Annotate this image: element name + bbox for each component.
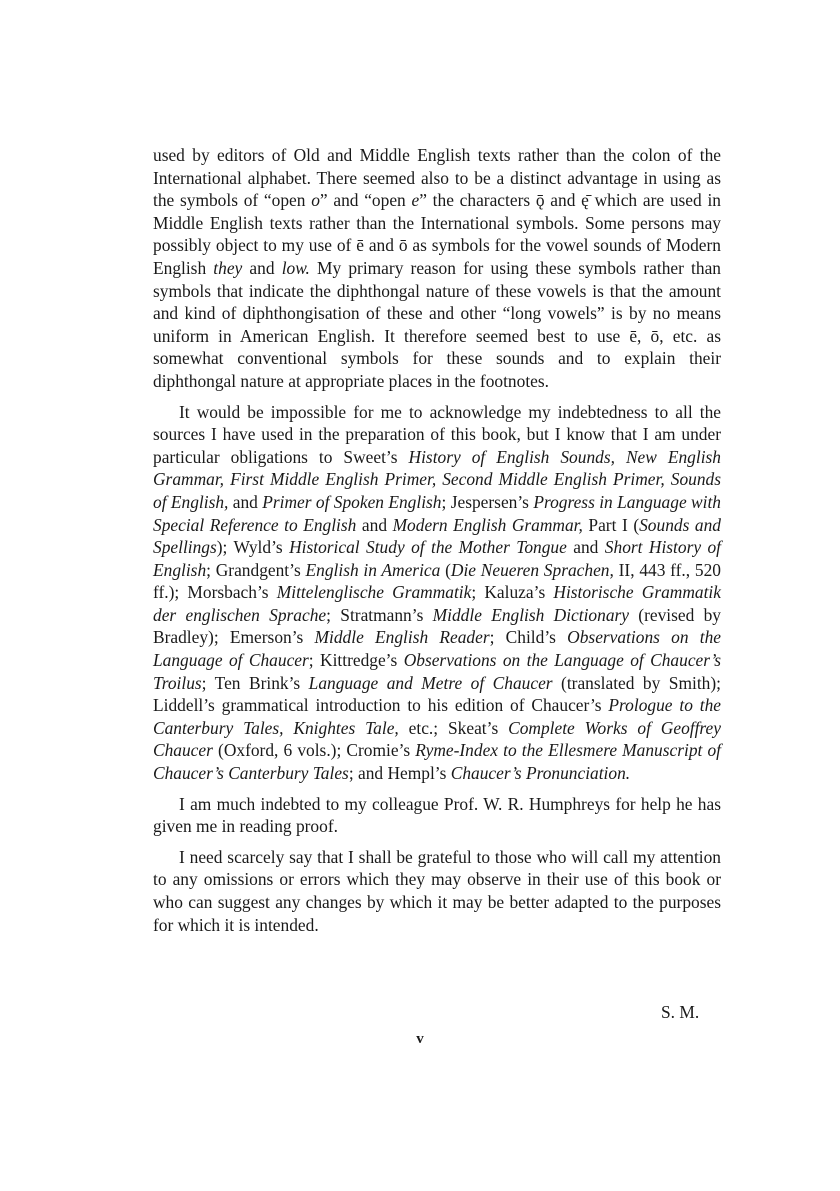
italic-title: Observations on the Language of Chaucer’s Troilus bbox=[153, 650, 721, 693]
italic-title: Middle English Reader bbox=[314, 627, 490, 648]
text-run: ” and “open bbox=[319, 190, 412, 211]
italic-title: Primer of Spoken English bbox=[262, 491, 442, 512]
italic-title: Mittelenglische Grammatik bbox=[276, 582, 472, 603]
text-run: ( bbox=[440, 559, 451, 580]
italic-title: Modern English Grammar, bbox=[392, 514, 583, 535]
italic-title: Middle English Dictionary bbox=[432, 604, 629, 625]
italic-title: Historical Study of the Mother Tongue bbox=[289, 537, 567, 558]
text-run: ; and Hempl’s bbox=[348, 763, 451, 784]
text-run: ” the characters ǭ and ę̄ which are used in Middle English texts rather than the International symbols. Some persons may possibly object to my use of ē and ō as symbols for the vowel sounds of Modern English bbox=[153, 190, 721, 278]
text-run: My primary reason for using these symbols rather than symbols that indicate the diphthongal nature of these vowels is that the amount and kind of diphthongisation of these and other “long vowels” is by no means uniform in American English. It therefore seemed best to use ē, ō, etc. as somewhat conventional symbols for these sounds and to explain their diphthongal nature at appropriate places in the footnotes. bbox=[153, 257, 721, 391]
italic-title: Short History of English bbox=[153, 537, 721, 580]
text-run: (revised by Bradley); Emerson’s bbox=[153, 604, 721, 648]
italic-title: Ryme-Index to the Ellesmere Manuscript of Chaucer’s Canterbury Tales bbox=[153, 740, 721, 784]
page-number: v bbox=[416, 1031, 424, 1047]
italic-title: o bbox=[311, 190, 320, 211]
text-run: ; Kaluza’s bbox=[471, 582, 554, 603]
text-run: It would be impossible for me to acknowledge my indebtedness to all the sources I have used in the preparation of this book, but I know that I am under particular obligations to Sweet’s bbox=[153, 401, 721, 467]
italic-title: Complete Works of Geoffrey Chaucer bbox=[153, 717, 721, 761]
text-run: ; Child’s bbox=[489, 627, 568, 648]
italic-title: Sounds and Spellings bbox=[153, 514, 721, 558]
author-initials: S. M. bbox=[661, 1002, 700, 1022]
italic-title: English in America bbox=[305, 559, 441, 580]
italic-title: Progress in Language with Special Reference to English bbox=[153, 491, 721, 535]
text-run: Part I ( bbox=[582, 514, 640, 535]
text-run: I need scarcely say that I shall be grateful to those who will call my attention to any omissions or errors which they may observe in their use of this book or who can suggest any changes by which it may be better adapted to the purposes for which it is intended. bbox=[153, 846, 721, 935]
paragraph bbox=[153, 144, 721, 393]
text-run: ; Ten Brink’s bbox=[201, 672, 309, 693]
italic-title: Observations on the Language of Chaucer bbox=[153, 627, 722, 671]
paragraph bbox=[153, 793, 721, 838]
text-run: etc.; Skeat’s bbox=[398, 717, 509, 738]
text-run: and bbox=[356, 514, 393, 535]
text-run: (Oxford, 6 vols.); Cromie’s bbox=[212, 740, 416, 761]
text-run: ; Grandgent’s bbox=[206, 559, 306, 580]
paragraph bbox=[153, 846, 721, 936]
italic-title: low. bbox=[281, 257, 310, 278]
paragraph bbox=[153, 401, 721, 785]
text-run: I am much indebted to my colleague Prof. W. R. Humphreys for help he has given me in reading proof. bbox=[153, 793, 721, 837]
text-run: ); Wyld’s bbox=[216, 537, 290, 558]
text-run: (translated by Smith); Liddell’s grammatical introduction to his edition of Chaucer’s bbox=[153, 672, 721, 716]
italic-title: Chaucer’s Pronunciation. bbox=[450, 763, 631, 784]
italic-title: Prologue to the Canterbury Tales, Knightes Tale, bbox=[153, 695, 721, 738]
text-run: and bbox=[242, 257, 282, 278]
preface-body bbox=[153, 144, 721, 936]
italic-title: they bbox=[213, 257, 243, 278]
italic-title: Die Neueren Sprachen, bbox=[450, 559, 614, 580]
text-run: and bbox=[228, 491, 263, 512]
italic-title: History of English Sounds, New English Grammar, First Middle English Primer, Second Middle English Primer, Sounds of English, bbox=[153, 446, 721, 512]
text-run: ; Stratmann’s bbox=[326, 604, 433, 625]
italic-title: Language and Metre of Chaucer bbox=[308, 672, 553, 693]
text-run: used by editors of Old and Middle English texts rather than the colon of the International alphabet. There seemed also to be a distinct advantage in using as the symbols of “open bbox=[153, 145, 721, 211]
italic-title: e bbox=[411, 190, 420, 211]
text-run: II, 443 ff., 520 ff.); Morsbach’s bbox=[153, 559, 721, 603]
text-run: ; Kittredge’s bbox=[308, 650, 404, 671]
text-run: and bbox=[566, 537, 605, 558]
italic-title: Historische Grammatik der englischen Sprache bbox=[153, 582, 721, 625]
text-run: ; Jespersen’s bbox=[441, 491, 534, 512]
